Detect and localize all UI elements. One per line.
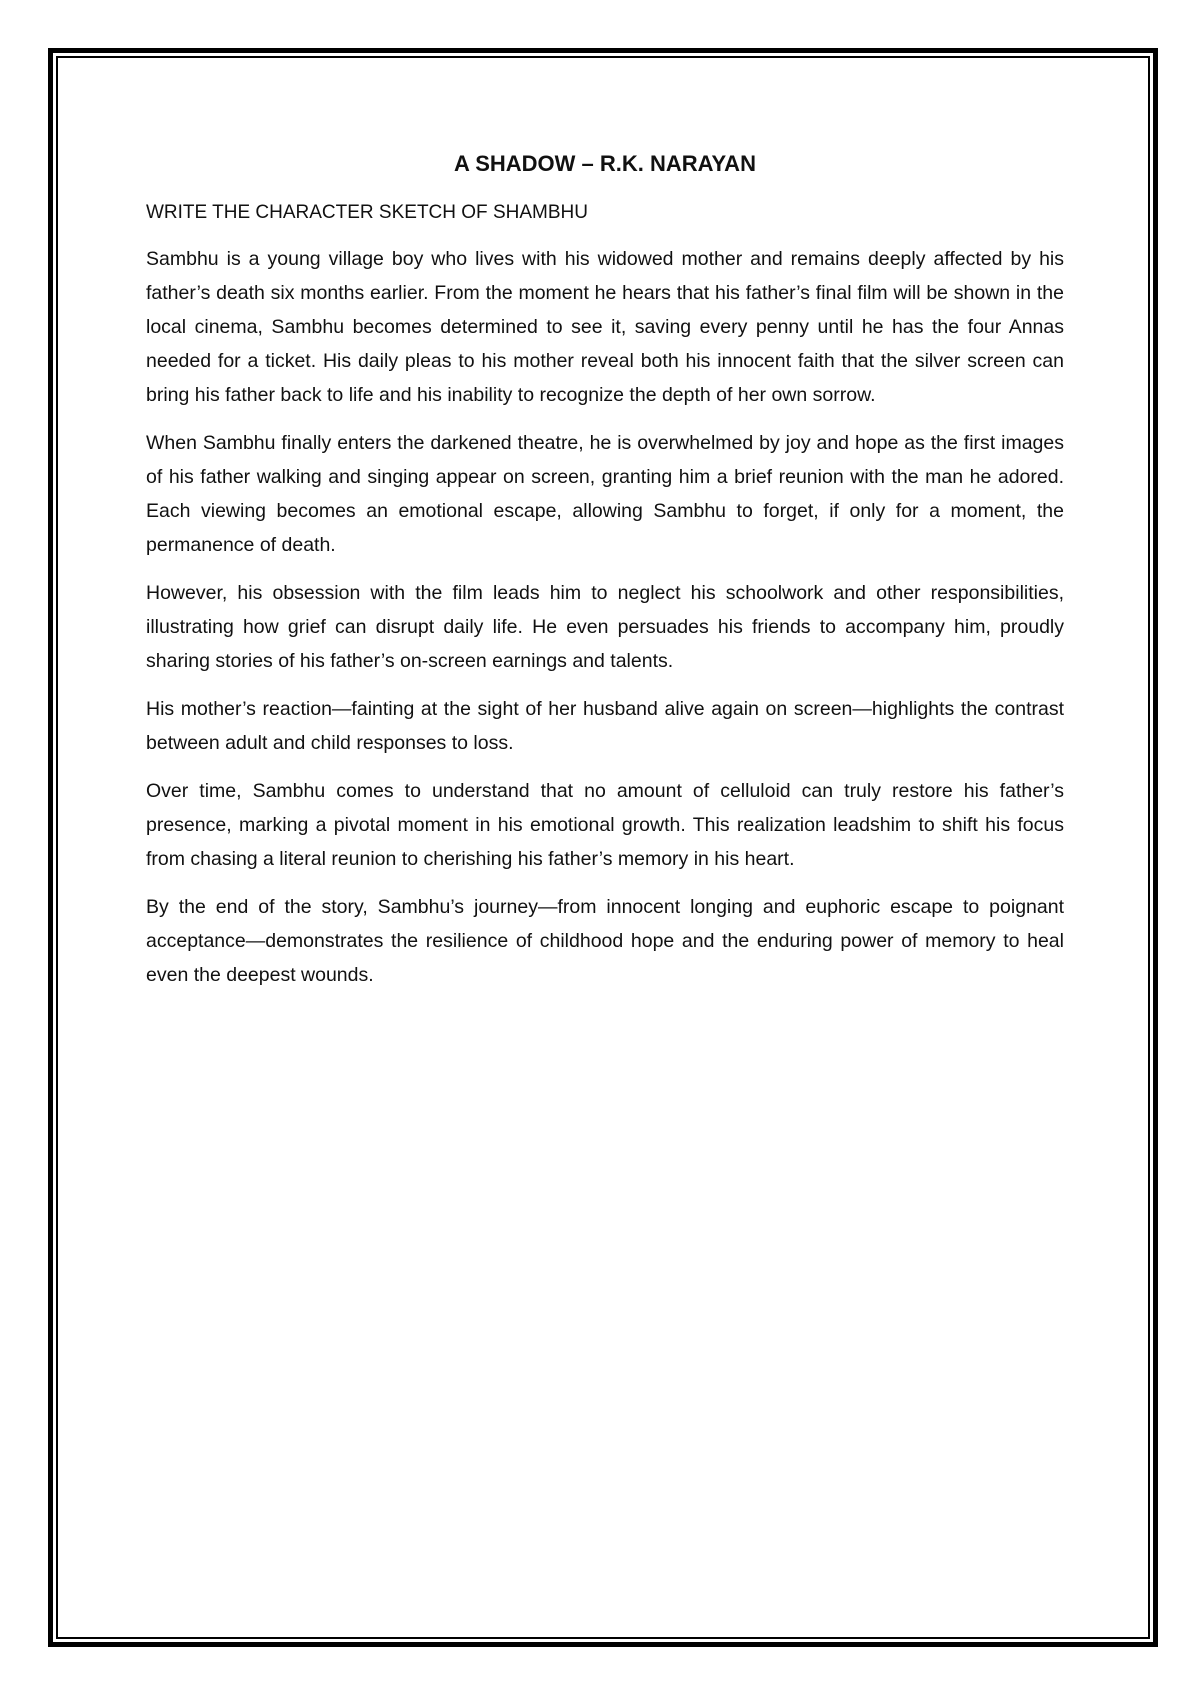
document-body — [146, 146, 1064, 1006]
document-title: A SHADOW – R.K. NARAYAN — [454, 151, 756, 176]
paragraph-4: His mother’s reaction—fainting at the sight of her husband alive again on screen—highlights the contrast between adult and child responses to loss. — [146, 698, 1064, 754]
paragraph-6: By the end of the story, Sambhu’s journey—from innocent longing and euphoric escape to poignant acceptance—demonstrates the resilience of childhood hope and the enduring power of memory to heal even the deepest wounds. — [146, 896, 1064, 986]
question-heading: WRITE THE CHARACTER SKETCH OF SHAMBHU — [146, 202, 588, 223]
paragraph-3: However, his obsession with the film leads him to neglect his schoolwork and other responsibilities, illustrating how grief can disrupt daily life. He even persuades his friends to accompany him, proudly sharing stories of his father’s on-screen earnings and talents. — [146, 582, 1064, 672]
paragraph-2: When Sambhu finally enters the darkened theatre, he is overwhelmed by joy and hope as the first images of his father walking and singing appear on screen, granting him a brief reunion with the man he adored. Each viewing becomes an emotional escape, allowing Sambhu to forget, if only for a moment, the permanence of death. — [146, 432, 1064, 556]
paragraph-5: Over time, Sambhu comes to understand that no amount of celluloid can truly restore his father’s presence, marking a pivotal moment in his emotional growth. This realization leadshim to shift his focus from chasing a literal reunion to cherishing his father’s memory in his heart. — [146, 780, 1064, 870]
paragraph-1: Sambhu is a young village boy who lives with his widowed mother and remains deeply affected by his father’s death six months earlier. From the moment he hears that his father’s final film will be shown in the local cinema, Sambhu becomes determined to see it, saving every penny until he has the four Annas needed for a ticket. His daily pleas to his mother reveal both his innocent faith that the silver screen can bring his father back to life and his inability to recognize the depth of her own sorrow. — [146, 248, 1064, 406]
